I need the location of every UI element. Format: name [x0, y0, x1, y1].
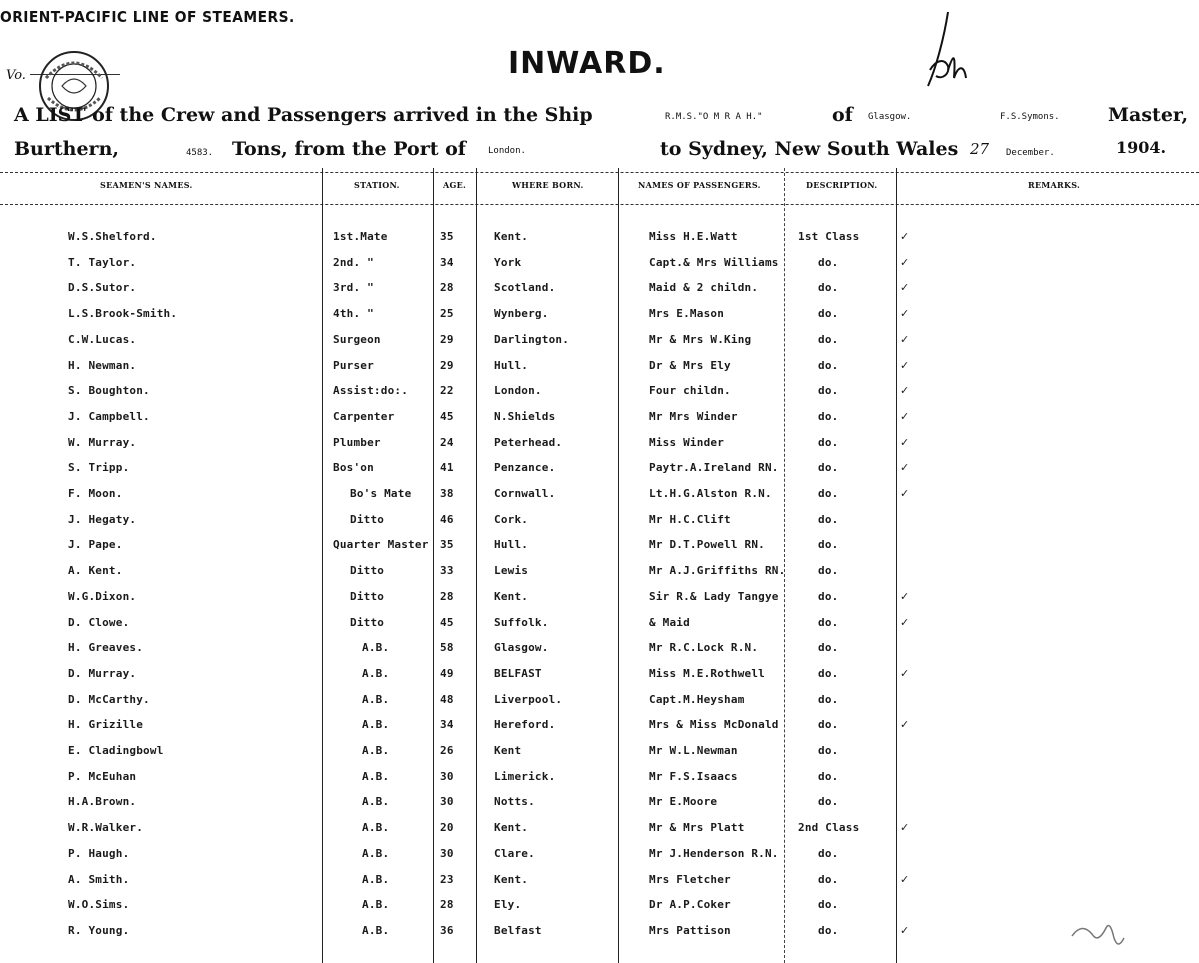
- age: 23: [440, 873, 454, 886]
- description: do.: [818, 641, 839, 654]
- check-mark-icon: ✓: [900, 359, 910, 372]
- station: A.B.: [362, 821, 390, 834]
- table-row: [0, 281, 1199, 305]
- seaman-name: W. Murray.: [68, 436, 137, 449]
- age: 28: [440, 281, 454, 294]
- where-born: Hull.: [494, 359, 529, 372]
- table-row: [0, 641, 1199, 665]
- description: 2nd Class: [798, 821, 860, 834]
- age: 38: [440, 487, 454, 500]
- age: 41: [440, 461, 454, 474]
- station: Bos'on: [333, 461, 374, 474]
- station: Surgeon: [333, 333, 381, 346]
- where-born: Limerick.: [494, 770, 556, 783]
- table-row: [0, 538, 1199, 562]
- where-born: Belfast: [494, 924, 542, 937]
- station: Purser: [333, 359, 374, 372]
- age: 36: [440, 924, 454, 937]
- station: Ditto: [350, 590, 385, 603]
- seaman-name: H. Greaves.: [68, 641, 144, 654]
- description: do.: [818, 795, 839, 808]
- ship-name: R.M.S."O M R A H.": [665, 112, 763, 122]
- seaman-name: S. Tripp.: [68, 461, 130, 474]
- header-passenger-names: NAMES OF PASSENGERS.: [638, 180, 761, 190]
- description: do.: [818, 770, 839, 783]
- passenger-name: Miss H.E.Watt: [649, 230, 738, 243]
- where-born: Hull.: [494, 538, 529, 551]
- description: do.: [818, 616, 839, 629]
- description: do.: [818, 538, 839, 551]
- description: do.: [818, 924, 839, 937]
- of-label: of: [832, 104, 853, 126]
- where-born: Wynberg.: [494, 307, 549, 320]
- description: do.: [818, 333, 839, 346]
- station: A.B.: [362, 847, 390, 860]
- passenger-name: Mr W.L.Newman: [649, 744, 738, 757]
- master-name: F.S.Symons.: [1000, 112, 1060, 122]
- passenger-name: Mr E.Moore: [649, 795, 718, 808]
- where-born: Notts.: [494, 795, 535, 808]
- tons-value: 4583.: [186, 148, 214, 158]
- age: 28: [440, 590, 454, 603]
- passenger-name: Mr J.Henderson R.N.: [649, 847, 779, 860]
- seaman-name: H. Newman.: [68, 359, 137, 372]
- where-born: Kent: [494, 744, 522, 757]
- passenger-name: Mr R.C.Lock R.N.: [649, 641, 759, 654]
- seaman-name: H. Grizille: [68, 718, 144, 731]
- age: 29: [440, 359, 454, 372]
- passenger-name: Mrs E.Mason: [649, 307, 725, 320]
- passenger-name: Mr & Mrs Platt: [649, 821, 745, 834]
- station: 4th. ": [333, 307, 374, 320]
- where-born: London.: [494, 384, 542, 397]
- check-mark-icon: ✓: [900, 333, 910, 346]
- seaman-name: J. Campbell.: [68, 410, 150, 423]
- master-label: Master,: [1108, 104, 1189, 126]
- check-mark-icon: ✓: [900, 281, 910, 294]
- table-row: [0, 230, 1199, 254]
- check-mark-icon: ✓: [900, 821, 910, 834]
- seaman-name: J. Hegaty.: [68, 513, 137, 526]
- age: 35: [440, 230, 454, 243]
- check-mark-icon: ✓: [900, 461, 910, 474]
- where-born: Cornwall.: [494, 487, 556, 500]
- tons-text: Tons, from the Port of: [232, 138, 466, 160]
- passenger-name: Maid & 2 childn.: [649, 281, 759, 294]
- table-row: [0, 590, 1199, 614]
- station: 3rd. ": [333, 281, 374, 294]
- where-born: N.Shields: [494, 410, 556, 423]
- description: do.: [818, 487, 839, 500]
- handwritten-mark-icon: [1068, 914, 1128, 954]
- seaman-name: D. Clowe.: [68, 616, 130, 629]
- age: 34: [440, 718, 454, 731]
- port-of-registry: Glasgow.: [868, 112, 912, 122]
- table-row: [0, 513, 1199, 537]
- passenger-name: Lt.H.G.Alston R.N.: [649, 487, 772, 500]
- seaman-name: J. Pape.: [68, 538, 123, 551]
- description: 1st Class: [798, 230, 860, 243]
- table-row: [0, 873, 1199, 897]
- header-station: STATION.: [354, 180, 400, 190]
- description: do.: [818, 590, 839, 603]
- seaman-name: S. Boughton.: [68, 384, 150, 397]
- check-mark-icon: ✓: [900, 718, 910, 731]
- station: Ditto: [350, 616, 385, 629]
- page-title: INWARD.: [508, 46, 666, 81]
- table-row: [0, 359, 1199, 383]
- description: do.: [818, 667, 839, 680]
- where-born: Darlington.: [494, 333, 570, 346]
- description: do.: [818, 256, 839, 269]
- seaman-name: D. McCarthy.: [68, 693, 150, 706]
- table-row: [0, 487, 1199, 511]
- seaman-name: H.A.Brown.: [68, 795, 137, 808]
- where-born: Hereford.: [494, 718, 556, 731]
- check-mark-icon: ✓: [900, 487, 910, 500]
- passenger-name: Paytr.A.Ireland RN.: [649, 461, 779, 474]
- passenger-name: Mrs Fletcher: [649, 873, 731, 886]
- description: do.: [818, 744, 839, 757]
- age: 22: [440, 384, 454, 397]
- station: Bo's Mate: [350, 487, 412, 500]
- where-born: Ely.: [494, 898, 522, 911]
- description: do.: [818, 513, 839, 526]
- age: 26: [440, 744, 454, 757]
- where-born: Kent.: [494, 873, 529, 886]
- description: do.: [818, 564, 839, 577]
- station: 1st.Mate: [333, 230, 388, 243]
- station: Assist:do:.: [333, 384, 409, 397]
- header-remarks: REMARKS.: [1028, 180, 1081, 190]
- station: 2nd. ": [333, 256, 374, 269]
- table-row: [0, 693, 1199, 717]
- age: 48: [440, 693, 454, 706]
- seaman-name: L.S.Brook-Smith.: [68, 307, 178, 320]
- where-born: Glasgow.: [494, 641, 549, 654]
- where-born: Cork.: [494, 513, 529, 526]
- station: Quarter Master: [333, 538, 429, 551]
- passenger-name: Mr D.T.Powell RN.: [649, 538, 765, 551]
- age: 34: [440, 256, 454, 269]
- check-mark-icon: ✓: [900, 590, 910, 603]
- table-row: [0, 461, 1199, 485]
- check-mark-icon: ✓: [900, 616, 910, 629]
- station: Carpenter: [333, 410, 395, 423]
- age: 30: [440, 770, 454, 783]
- seaman-name: W.O.Sims.: [68, 898, 130, 911]
- table-row: [0, 564, 1199, 588]
- table-row: [0, 384, 1199, 408]
- passenger-name: Miss Winder: [649, 436, 725, 449]
- where-born: Kent.: [494, 230, 529, 243]
- passenger-name: Mr A.J.Griffiths RN.: [649, 564, 786, 577]
- check-mark-icon: ✓: [900, 924, 910, 937]
- seaman-name: A. Kent.: [68, 564, 123, 577]
- age: 35: [440, 538, 454, 551]
- table-row: [0, 410, 1199, 434]
- where-born: Clare.: [494, 847, 535, 860]
- check-mark-icon: ✓: [900, 667, 910, 680]
- where-born: Scotland.: [494, 281, 556, 294]
- description: do.: [818, 410, 839, 423]
- company-name: ORIENT-PACIFIC LINE OF STEAMERS.: [0, 8, 295, 26]
- passenger-name: Four childn.: [649, 384, 731, 397]
- station: Plumber: [333, 436, 381, 449]
- description: do.: [818, 847, 839, 860]
- table-row: [0, 616, 1199, 640]
- where-born: Liverpool.: [494, 693, 563, 706]
- station: A.B.: [362, 795, 390, 808]
- table-row: [0, 744, 1199, 768]
- seaman-name: E. Cladingbowl: [68, 744, 164, 757]
- station: A.B.: [362, 873, 390, 886]
- check-mark-icon: ✓: [900, 436, 910, 449]
- passenger-name: Mrs & Miss McDonald: [649, 718, 779, 731]
- table-row: [0, 718, 1199, 742]
- description: do.: [818, 359, 839, 372]
- table-row: [0, 307, 1199, 331]
- arrival-month: December.: [1006, 148, 1055, 158]
- header-seaman-names: SEAMEN'S NAMES.: [100, 180, 193, 190]
- list-title: A LIST of the Crew and Passengers arrived in the Ship: [14, 104, 593, 126]
- seaman-name: D. Murray.: [68, 667, 137, 680]
- voyage-label: Vo.: [6, 68, 120, 83]
- where-born: BELFAST: [494, 667, 542, 680]
- age: 28: [440, 898, 454, 911]
- header-bottom-rule: [0, 204, 1199, 205]
- station: A.B.: [362, 693, 390, 706]
- passenger-name: Mr H.C.Clift: [649, 513, 731, 526]
- seaman-name: R. Young.: [68, 924, 130, 937]
- description: do.: [818, 307, 839, 320]
- station: A.B.: [362, 770, 390, 783]
- where-born: Lewis: [494, 564, 529, 577]
- station: A.B.: [362, 924, 390, 937]
- table-row: [0, 821, 1199, 845]
- where-born: York: [494, 256, 522, 269]
- seaman-name: T. Taylor.: [68, 256, 137, 269]
- table-row: [0, 667, 1199, 691]
- seaman-name: P. McEuhan: [68, 770, 137, 783]
- check-mark-icon: ✓: [900, 410, 910, 423]
- destination-text: to Sydney, New South Wales: [660, 138, 959, 160]
- description: do.: [818, 873, 839, 886]
- table-top-rule: [0, 172, 1199, 173]
- table-row: [0, 924, 1199, 948]
- seaman-name: P. Haugh.: [68, 847, 130, 860]
- table-row: [0, 770, 1199, 794]
- seaman-name: C.W.Lucas.: [68, 333, 137, 346]
- arrival-day: 27: [970, 140, 990, 158]
- seaman-name: F. Moon.: [68, 487, 123, 500]
- check-mark-icon: ✓: [900, 230, 910, 243]
- passenger-name: Mr F.S.Isaacs: [649, 770, 738, 783]
- age: 25: [440, 307, 454, 320]
- age: 45: [440, 616, 454, 629]
- table-row: [0, 333, 1199, 357]
- check-mark-icon: ✓: [900, 384, 910, 397]
- description: do.: [818, 693, 839, 706]
- passenger-name: Miss M.E.Rothwell: [649, 667, 765, 680]
- seaman-name: W.G.Dixon.: [68, 590, 137, 603]
- seaman-name: A. Smith.: [68, 873, 130, 886]
- passenger-name: Mrs Pattison: [649, 924, 731, 937]
- where-born: Peterhead.: [494, 436, 563, 449]
- age: 58: [440, 641, 454, 654]
- handwritten-initials-icon: [918, 8, 978, 92]
- description: do.: [818, 718, 839, 731]
- age: 29: [440, 333, 454, 346]
- description: do.: [818, 384, 839, 397]
- age: 30: [440, 795, 454, 808]
- description: do.: [818, 461, 839, 474]
- table-row: [0, 847, 1199, 871]
- age: 45: [440, 410, 454, 423]
- station: Ditto: [350, 513, 385, 526]
- table-row: [0, 256, 1199, 280]
- where-born: Kent.: [494, 590, 529, 603]
- table-row: [0, 436, 1199, 460]
- header-description: DESCRIPTION.: [806, 180, 878, 190]
- from-port: London.: [488, 146, 526, 156]
- passenger-name: Capt.M.Heysham: [649, 693, 745, 706]
- table-row: [0, 898, 1199, 922]
- age: 46: [440, 513, 454, 526]
- check-mark-icon: ✓: [900, 256, 910, 269]
- station: A.B.: [362, 898, 390, 911]
- table-row: [0, 795, 1199, 819]
- check-mark-icon: ✓: [900, 873, 910, 886]
- header-age: AGE.: [443, 180, 467, 190]
- passenger-name: Mr & Mrs W.King: [649, 333, 752, 346]
- station: A.B.: [362, 744, 390, 757]
- description: do.: [818, 281, 839, 294]
- seaman-name: W.S.Shelford.: [68, 230, 157, 243]
- description: do.: [818, 436, 839, 449]
- header-where-born: WHERE BORN.: [512, 180, 584, 190]
- passenger-name: Dr & Mrs Ely: [649, 359, 731, 372]
- check-mark-icon: ✓: [900, 307, 910, 320]
- age: 49: [440, 667, 454, 680]
- age: 33: [440, 564, 454, 577]
- passenger-name: Capt.& Mrs Williams: [649, 256, 779, 269]
- station: A.B.: [362, 718, 390, 731]
- age: 30: [440, 847, 454, 860]
- passenger-name: & Maid: [649, 616, 690, 629]
- age: 20: [440, 821, 454, 834]
- station: Ditto: [350, 564, 385, 577]
- where-born: Penzance.: [494, 461, 556, 474]
- passenger-name: Mr Mrs Winder: [649, 410, 738, 423]
- burthen-label: Burthern,: [14, 138, 120, 160]
- passenger-name: Sir R.& Lady Tangye: [649, 590, 779, 603]
- passenger-name: Dr A.P.Coker: [649, 898, 731, 911]
- station: A.B.: [362, 667, 390, 680]
- where-born: Kent.: [494, 821, 529, 834]
- seaman-name: D.S.Sutor.: [68, 281, 137, 294]
- station: A.B.: [362, 641, 390, 654]
- age: 24: [440, 436, 454, 449]
- description: do.: [818, 898, 839, 911]
- where-born: Suffolk.: [494, 616, 549, 629]
- seaman-name: W.R.Walker.: [68, 821, 144, 834]
- arrival-year: 1904.: [1116, 138, 1167, 157]
